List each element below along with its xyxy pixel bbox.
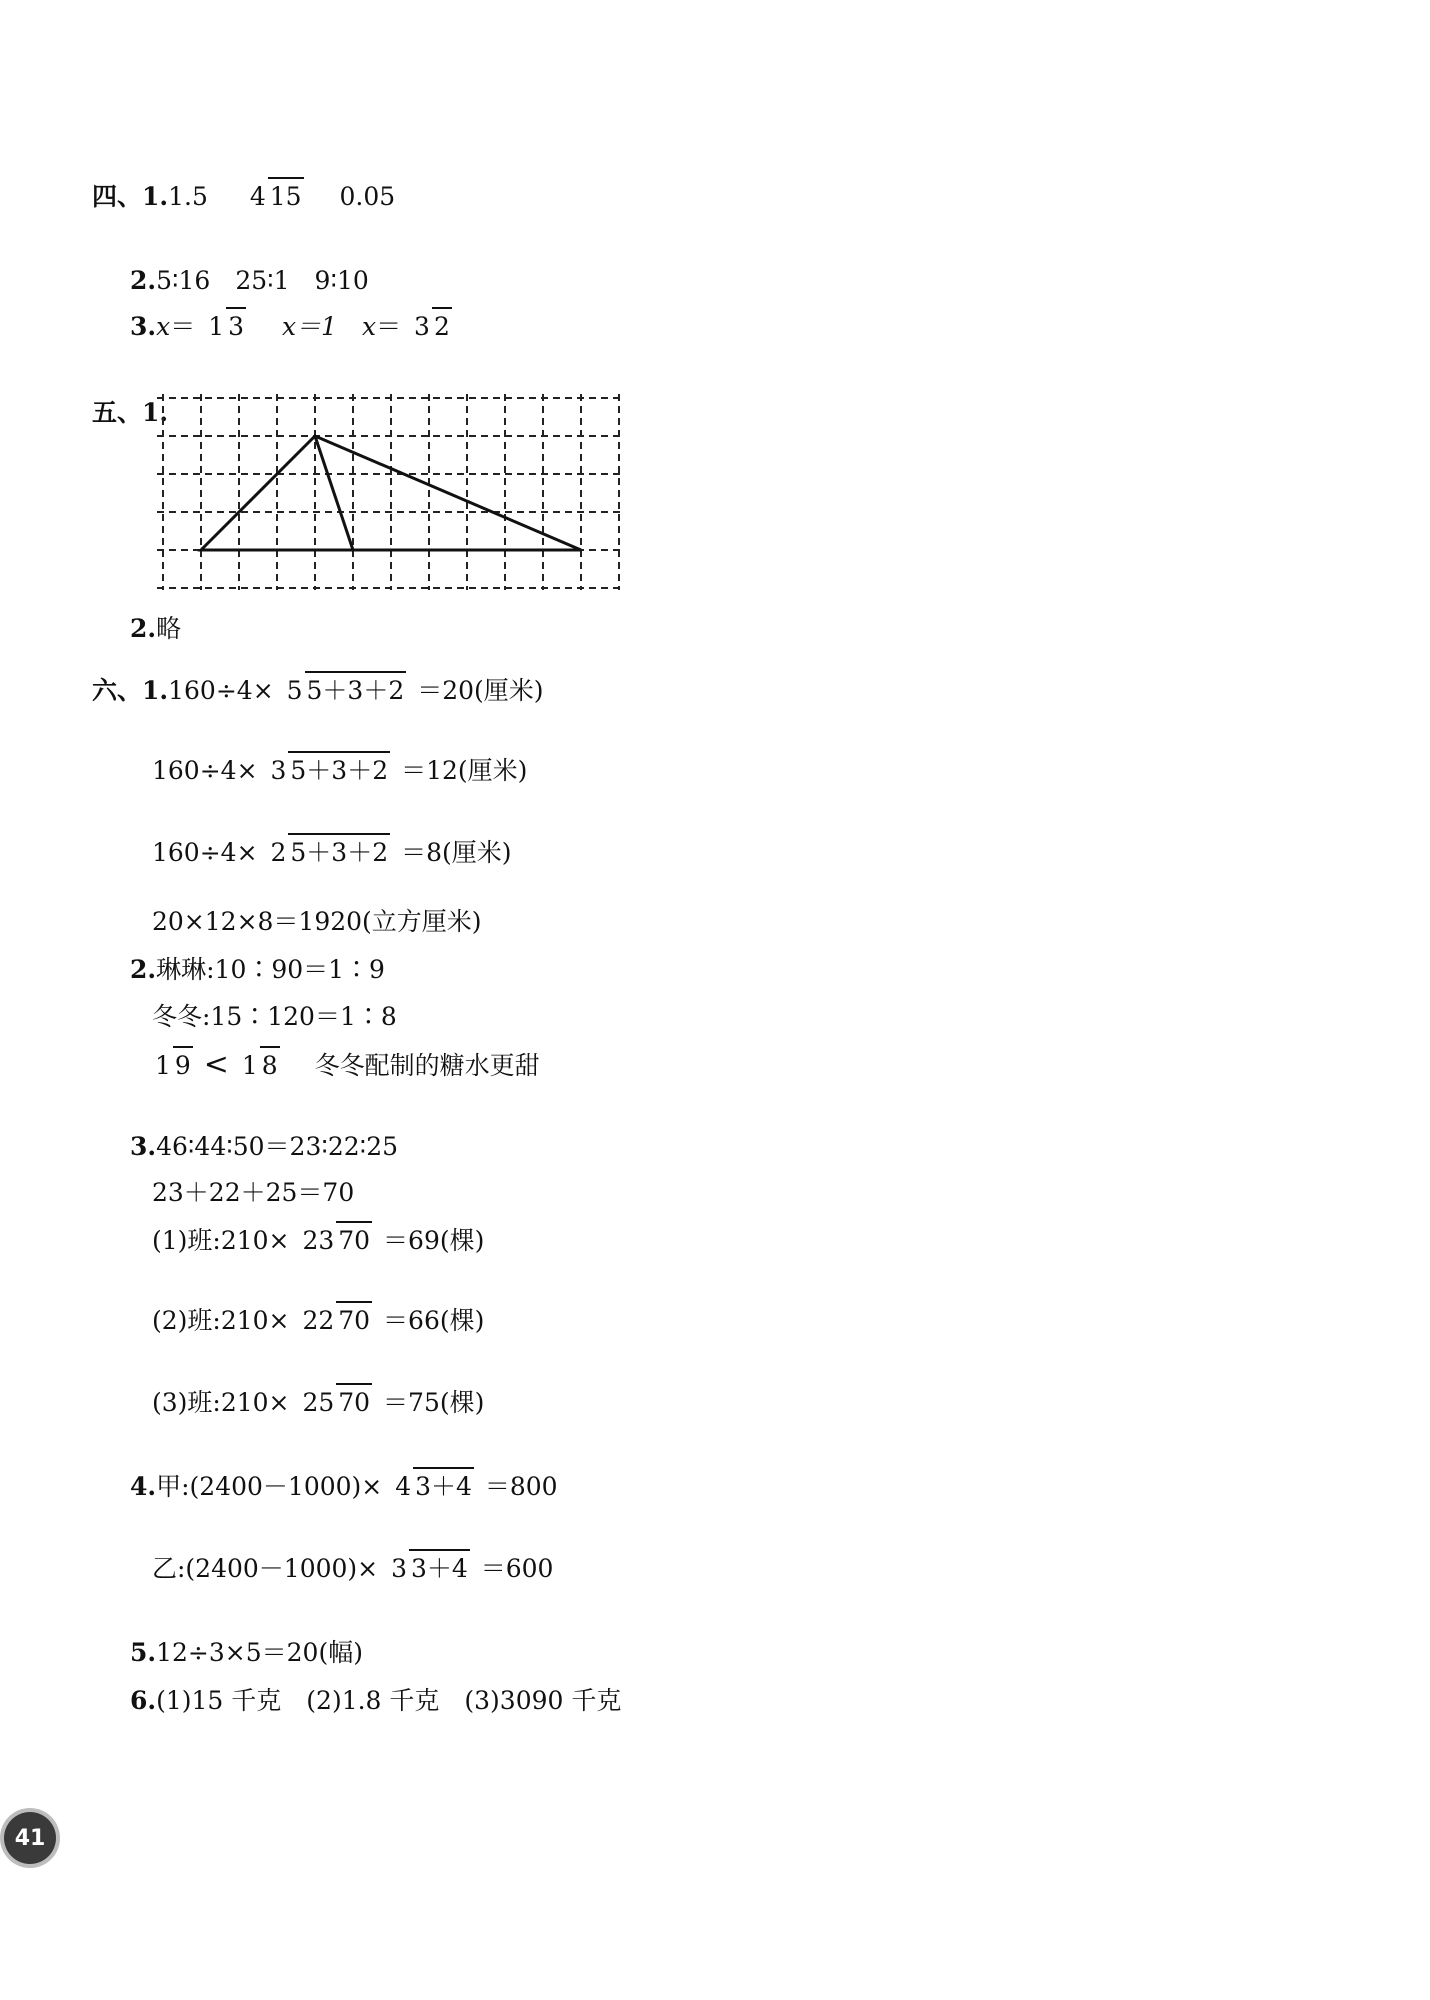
numerator: 4 [249, 182, 266, 211]
q-num: 3. [130, 1132, 157, 1161]
sec6-q6 [130, 1686, 621, 1713]
numerator: 3 [270, 756, 287, 785]
expr: 20×12×8＝1920(立方厘米) [152, 907, 482, 936]
q-num: 2. [130, 614, 157, 643]
expr: 160÷4× [168, 676, 274, 705]
fraction [412, 314, 452, 339]
denominator: 70 [336, 1221, 372, 1255]
page-number: 41 [4, 1812, 56, 1864]
denominator: 9 [173, 1046, 193, 1080]
fraction [268, 840, 390, 865]
expr: 琳琳:10∶90＝1∶9 [156, 955, 385, 984]
expr: ＝66(棵) [383, 1306, 485, 1335]
sec6-q3-line4 [152, 1306, 484, 1333]
denominator: 5＋3＋2 [288, 751, 390, 785]
q-num: 2. [130, 266, 157, 295]
triangle-grid-figure [155, 392, 625, 592]
numerator: 2 [270, 838, 287, 867]
sec6-q2-line3 [150, 1047, 540, 1082]
sec6-q3-line3 [152, 1226, 484, 1253]
denominator: 8 [260, 1046, 280, 1080]
sec6-label: 六、 [92, 676, 143, 705]
expr: ＝800 [484, 1472, 558, 1501]
fraction [393, 1474, 474, 1499]
fraction [300, 1390, 372, 1415]
conclusion: 冬冬配制的糖水更甜 [314, 1050, 540, 1080]
denominator: 5＋3＋2 [288, 833, 390, 867]
sec6-q3-line2 [152, 1178, 354, 1205]
q-num: 6. [130, 1686, 157, 1715]
sec6-q3-line1 [130, 1132, 398, 1159]
sec6-q4-line1 [130, 1472, 558, 1499]
numerator: 3 [414, 312, 430, 341]
numerator: 23 [302, 1226, 335, 1255]
expr: 160÷4× [152, 756, 258, 785]
sec5-label: 五、 [92, 398, 143, 427]
denominator: 3＋4 [413, 1467, 474, 1501]
denominator: 5＋3＋2 [305, 671, 407, 705]
fraction [153, 1050, 193, 1080]
sec6-q3-line5 [152, 1388, 484, 1415]
sec6-q1-line1 [92, 676, 544, 703]
expr: 160÷4× [152, 838, 258, 867]
variable: x [156, 312, 171, 341]
sec4-label: 四、 [92, 182, 143, 211]
fraction [300, 1228, 372, 1253]
sec5-q2 [130, 614, 181, 641]
q-num: 4. [130, 1472, 157, 1501]
expr: 甲:(2400－1000)× [156, 1472, 383, 1501]
sec4-q3 [130, 312, 455, 339]
numerator: 1 [208, 312, 225, 341]
denominator: 70 [336, 1301, 372, 1335]
sec4-q1 [92, 182, 395, 209]
fraction [240, 1050, 280, 1080]
equals: ＝ [170, 312, 196, 341]
expr: 冬冬:15∶120＝1∶8 [152, 1002, 397, 1031]
sec6-q1-line4 [152, 907, 482, 934]
denominator: 70 [336, 1383, 372, 1417]
expr: ＝12(厘米) [401, 756, 528, 785]
q-num: 1. [142, 676, 169, 705]
fraction [268, 758, 390, 783]
sec6-q4-line2 [152, 1554, 553, 1581]
answer: 1.5 [168, 182, 208, 211]
expr: ＝69(棵) [383, 1226, 485, 1255]
expr: (1)班:210× [152, 1226, 290, 1255]
expr: 46∶44∶50＝23∶22∶25 [156, 1132, 399, 1161]
expr: 12÷3×5＝20(幅) [156, 1638, 363, 1667]
equals: ＝ [376, 312, 402, 341]
answer: 略 [156, 614, 182, 643]
sec4-q2 [130, 266, 369, 293]
expr: ＝8(厘米) [401, 838, 512, 867]
sec6-q2-line1 [130, 955, 385, 982]
answer: 5∶16 25∶1 9∶10 [156, 266, 369, 295]
expr: ＝75(棵) [383, 1388, 485, 1417]
denominator: 3 [226, 307, 246, 341]
triangle-inner-line [315, 436, 353, 550]
q-num: 1. [142, 182, 169, 211]
q-num: 2. [130, 955, 157, 984]
q-num: 5. [130, 1638, 157, 1667]
expr: (2)班:210× [152, 1306, 290, 1335]
denominator: 2 [432, 307, 452, 341]
expr: 23＋22＋25＝70 [152, 1178, 355, 1207]
expr: ＝20(厘米) [417, 676, 544, 705]
fraction [300, 1308, 372, 1333]
denominator: 3＋4 [409, 1549, 470, 1583]
sec6-q1-line2 [152, 756, 527, 783]
numerator: 1 [241, 1050, 258, 1080]
numerator: 22 [302, 1306, 335, 1335]
sec6-q5 [130, 1638, 363, 1665]
variable: x [361, 312, 377, 341]
less-than: < [203, 1047, 229, 1082]
answer: (1)15 千克 (2)1.8 千克 (3)3090 千克 [156, 1686, 622, 1715]
fraction [285, 678, 407, 703]
q-num: 3. [130, 312, 157, 341]
q-num: 1. [142, 398, 169, 427]
sec6-q2-line2 [152, 1002, 397, 1029]
answer: x＝1 [256, 312, 362, 341]
dashed-grid [157, 394, 623, 590]
fraction [389, 1556, 470, 1581]
numerator: 1 [155, 1050, 171, 1080]
answer: 0.05 [339, 182, 396, 211]
expr: ＝600 [480, 1554, 554, 1583]
expr: 乙:(2400－1000)× [152, 1554, 379, 1583]
fraction [248, 184, 304, 209]
expr: (3)班:210× [152, 1388, 290, 1417]
numerator: 25 [302, 1388, 335, 1417]
numerator: 3 [391, 1554, 407, 1583]
numerator: 5 [286, 676, 303, 705]
numerator: 4 [395, 1472, 412, 1501]
denominator: 15 [268, 177, 304, 211]
fraction [206, 314, 246, 339]
sec6-q1-line3 [152, 838, 511, 865]
